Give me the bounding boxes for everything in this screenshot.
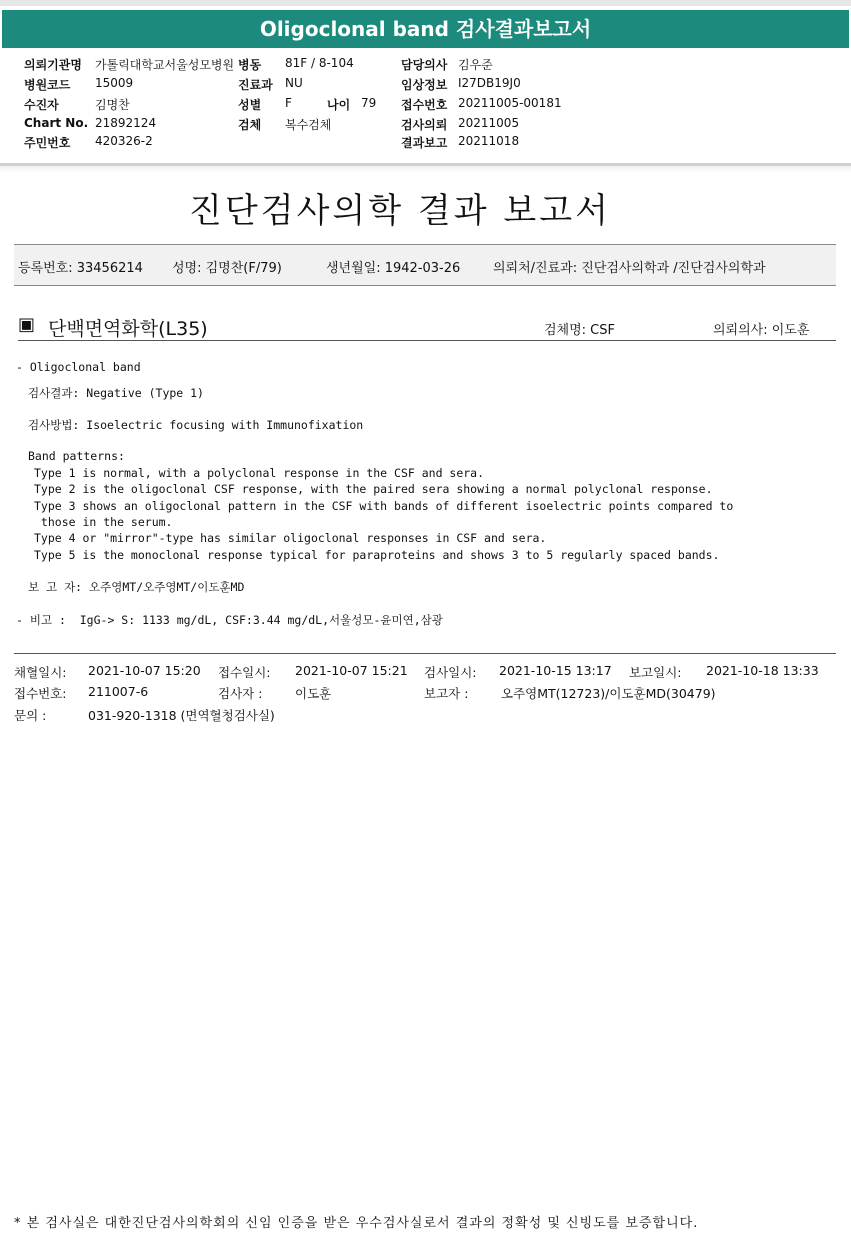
- document-title: 진단검사의학 결과 보고서: [189, 191, 611, 231]
- age-value: 79: [361, 96, 377, 110]
- specimen-value: 복수검체: [285, 118, 332, 132]
- patient-label: 수진자: [24, 98, 59, 112]
- section-title: 단백면역화학(L35): [48, 318, 208, 340]
- collection-time-label: 채혈일시:: [14, 665, 67, 680]
- requesting-doctor: 의뢰의사: 이도훈: [713, 323, 810, 338]
- department-label: 진료과: [238, 78, 273, 92]
- receipt-time-label: 접수일시:: [218, 665, 271, 680]
- report-title: Oligoclonal band 검사결과보고서: [259, 17, 592, 41]
- section-header: [18, 312, 836, 341]
- request-date-label: 검사의뢰: [401, 118, 448, 132]
- reporter-label: 보고자 :: [424, 686, 469, 701]
- doctor-label: 담당의사: [401, 58, 448, 72]
- band-pattern-line: those in the serum.: [34, 515, 173, 529]
- certification-footer: * 본 검사실은 대한진단검사의학회의 신임 인증을 받은 우수검사실로서 결과의 정확성 및 신빙도를 보증합니다.: [14, 1216, 699, 1231]
- sex-label: 성별: [238, 98, 262, 112]
- receipt-no-label: 접수번호: [401, 98, 448, 112]
- department-value: NU: [285, 76, 303, 90]
- sex-value: F: [285, 96, 292, 110]
- result-divider: [14, 653, 836, 654]
- receipt-number-value: 211007-6: [88, 684, 149, 699]
- band-pattern-line: Type 2 is the oligoclonal CSF response, with the paired sera showing a normal polyclonal response.: [34, 482, 713, 496]
- request-date-value: 20211005: [458, 116, 520, 130]
- patient-name: 성명: 김명찬(F/79): [172, 261, 282, 276]
- ward-value: 81F / 8-104: [285, 56, 354, 70]
- test-time-label: 검사일시:: [424, 665, 477, 680]
- requesting-department: 의뢰처/진료과: 진단검사의학과 /진단검사의학과: [493, 261, 766, 276]
- clinical-info-label: 임상정보: [401, 78, 448, 92]
- clinical-info-value: I27DB19J0: [458, 76, 521, 90]
- test-result: 검사결과: Negative (Type 1): [28, 386, 204, 400]
- ward-label: 병동: [238, 58, 262, 72]
- doctor-value: 김우준: [458, 58, 493, 72]
- report-title-bar: [2, 10, 849, 48]
- reporter-value: 오주영MT(12723)/이도훈MD(30479): [501, 686, 716, 701]
- band-patterns-title: Band patterns:: [28, 449, 125, 463]
- test-time-value: 2021-10-15 13:17: [499, 663, 612, 678]
- report-time-value: 2021-10-18 13:33: [706, 663, 819, 678]
- report-date-value: 20211018: [458, 134, 520, 148]
- patient-value: 김명찬: [95, 98, 130, 112]
- hospital-code-label: 병원코드: [24, 78, 71, 92]
- receipt-number-label: 접수번호:: [14, 686, 67, 701]
- inquiry-value: 031-920-1318 (면역혈청검사실): [88, 708, 275, 723]
- date-of-birth: 생년월일: 1942-03-26: [326, 261, 461, 276]
- specimen-name: 검체명: CSF: [544, 323, 615, 338]
- chart-no-label: Chart No.: [24, 116, 89, 130]
- resident-no-label: 주민번호: [24, 136, 71, 150]
- chart-no-value: 21892124: [95, 116, 157, 130]
- specimen-label: 검체: [238, 118, 262, 132]
- top-border: [0, 0, 851, 6]
- reporters: 보 고 자: 오주영MT/오주영MT/이도훈MD: [28, 580, 245, 594]
- band-pattern-line: Type 4 or "mirror"-type has similar oligoclonal responses in CSF and sera.: [34, 531, 547, 545]
- band-pattern-line: Type 5 is the monoclonal response typical for paraproteins and shows 3 to 5 regularly spaced bands.: [34, 548, 720, 562]
- patient-summary-box: [14, 244, 836, 286]
- collection-time-value: 2021-10-07 15:20: [88, 663, 201, 678]
- institution-label: 의뢰기관명: [24, 58, 82, 72]
- age-label: 나이: [327, 98, 351, 112]
- band-pattern-line: Type 3 shows an oligoclonal pattern in the CSF with bands of different isoelectric points compared to: [34, 499, 734, 513]
- test-method: 검사방법: Isoelectric focusing with Immunofixation: [28, 418, 364, 432]
- receipt-no-value: 20211005-00181: [458, 96, 562, 110]
- square-icon: ▣: [18, 314, 36, 335]
- tester-value: 이도훈: [295, 686, 332, 701]
- receipt-time-value: 2021-10-07 15:21: [295, 663, 408, 678]
- institution-value: 가톨릭대학교서울성모병원: [95, 58, 235, 72]
- header-divider-shadow: [0, 166, 851, 172]
- report-time-label: 보고일시:: [629, 665, 682, 680]
- report-date-label: 결과보고: [401, 136, 448, 150]
- tester-label: 검사자 :: [218, 686, 263, 701]
- band-pattern-line: Type 1 is normal, with a polyclonal response in the CSF and sera.: [34, 466, 485, 480]
- hospital-code-value: 15009: [95, 76, 134, 90]
- inquiry-label: 문의 :: [14, 708, 47, 723]
- remarks: - 비고 : IgG-> S: 1133 mg/dL, CSF:3.44 mg/dL,서울성모-윤미연,삼광: [16, 613, 443, 627]
- registration-number: 등록번호: 33456214: [18, 261, 143, 276]
- resident-no-value: 420326-2: [95, 134, 153, 148]
- test-name: - Oligoclonal band: [16, 360, 141, 374]
